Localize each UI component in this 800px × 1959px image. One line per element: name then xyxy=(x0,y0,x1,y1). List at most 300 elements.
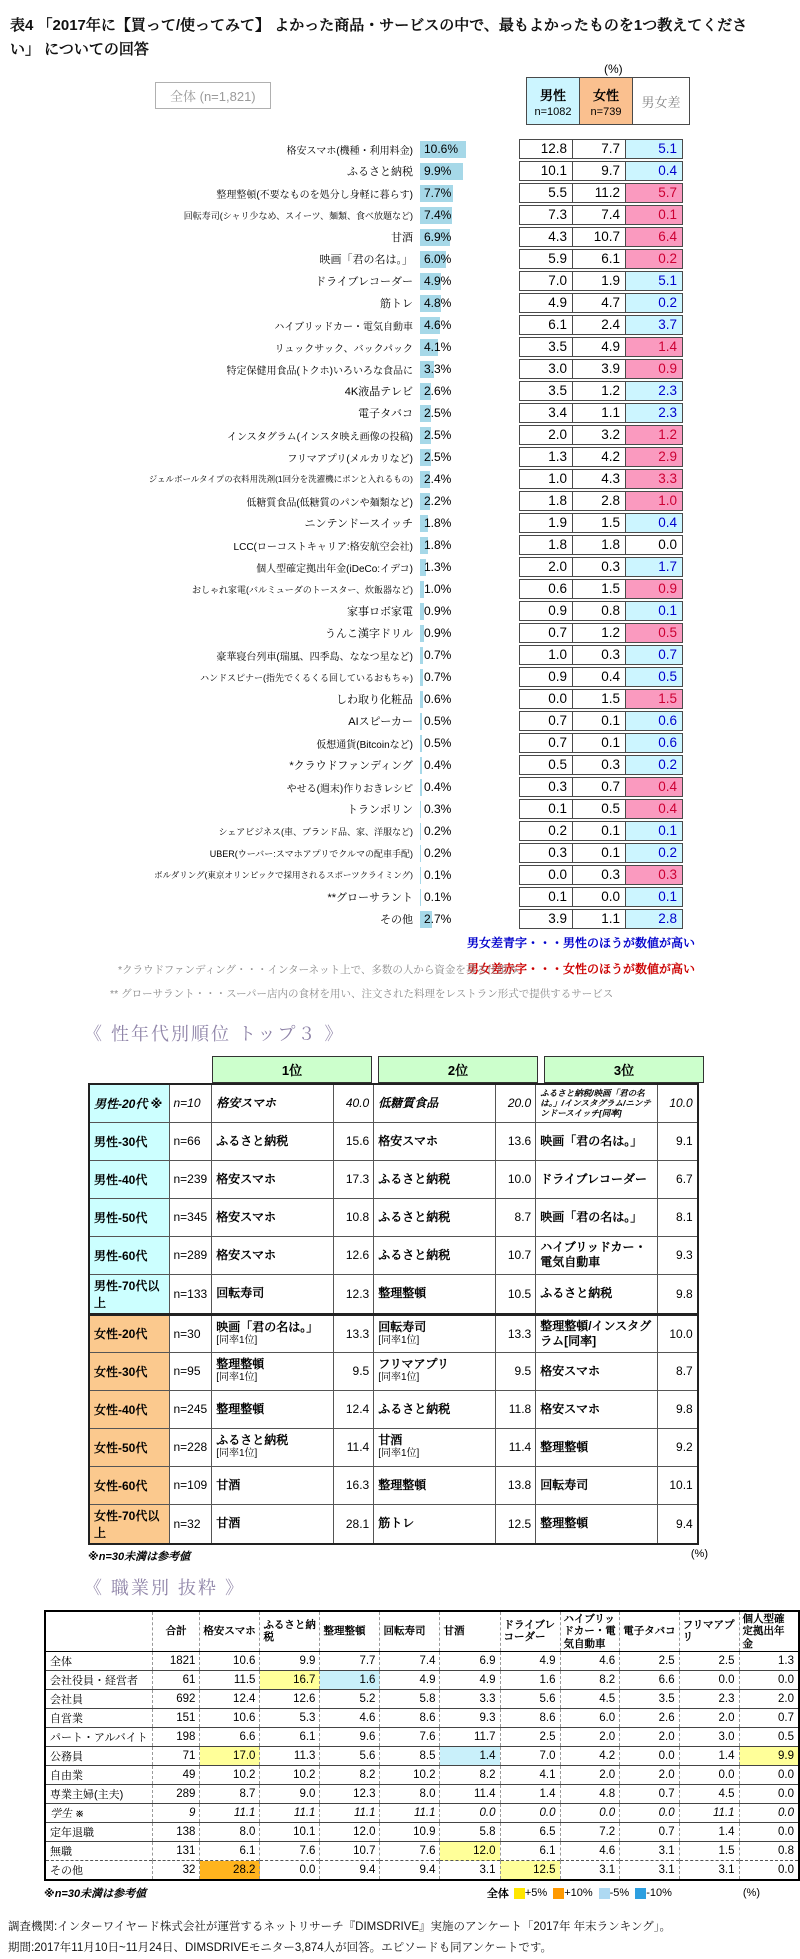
bar xyxy=(420,867,421,884)
male-value-cell: 1.0 xyxy=(519,645,573,665)
female-value-cell: 9.7 xyxy=(572,161,626,181)
occupation-row xyxy=(45,1709,799,1728)
ranking-row xyxy=(89,1160,698,1198)
bar-value: 0.4% xyxy=(424,757,452,772)
row-cells xyxy=(519,205,683,225)
bar-value: 0.3% xyxy=(424,801,452,816)
row-cells xyxy=(519,579,683,599)
row-cells xyxy=(519,447,683,467)
rank-item-name: ドライブレコーダー xyxy=(540,1171,648,1186)
male-value-cell: 12.8 xyxy=(519,139,573,159)
age-group-cell: 女性-30代 xyxy=(89,1352,169,1390)
occupation-value-cell: 7.0 xyxy=(500,1747,560,1766)
bar-track xyxy=(420,295,519,312)
male-value-cell: 1.8 xyxy=(519,535,573,555)
bar-track xyxy=(420,669,519,686)
occupation-row xyxy=(45,1652,799,1671)
diff-value-cell: 1.0 xyxy=(625,491,683,511)
occupation-value-cell: 3.0 xyxy=(679,1728,739,1747)
occupation-value-cell: 5.2 xyxy=(320,1690,380,1709)
diff-value-cell: 5.1 xyxy=(625,139,683,159)
occupation-column-header: ふるさと納税 xyxy=(260,1611,320,1652)
occupation-value-cell: 0.0 xyxy=(739,1785,799,1804)
chart-row xyxy=(0,424,800,446)
rank1-header: 1位 xyxy=(212,1056,372,1083)
occupation-value-cell: 4.9 xyxy=(440,1671,500,1690)
rank-item-name: 回転寿司 xyxy=(378,1319,427,1334)
occupation-row xyxy=(45,1747,799,1766)
rank-item-name: 映画「君の名は。」 xyxy=(216,1319,319,1334)
occupation-value-cell: 8.6 xyxy=(500,1709,560,1728)
occupation-value-cell: 10.7 xyxy=(320,1842,380,1861)
item-label: AIスピーカー xyxy=(348,716,413,728)
row-cells xyxy=(519,381,683,401)
diff-value-cell: 0.5 xyxy=(625,623,683,643)
male-value-cell: 0.3 xyxy=(519,843,573,863)
ranking-row xyxy=(89,1236,698,1274)
diff-value-cell: 5.1 xyxy=(625,271,683,291)
chart-row xyxy=(0,204,800,226)
male-value-cell: 0.6 xyxy=(519,579,573,599)
occupation-value-cell: 6.5 xyxy=(500,1823,560,1842)
occupation-value-cell: 6.1 xyxy=(200,1842,260,1861)
rank1-value-cell: 40.0 xyxy=(334,1084,374,1122)
item-label: ハイブリッドカー・電気自動車 xyxy=(274,321,413,333)
bar-value: 1.3% xyxy=(424,559,452,574)
occupation-value-cell: 3.1 xyxy=(679,1861,739,1881)
footnote-grocerant: ** グローサラント・・・スーパー店内の食材を用い、注文された料理をレストラン形式で提供するサービス xyxy=(110,988,614,1000)
bar-value: 2.4% xyxy=(424,471,452,486)
item-label: その他 xyxy=(380,914,413,926)
age-group-cell: 男性-20代 ※ xyxy=(89,1084,169,1122)
ranking-section-title: 《 性年代別順位 トップ３ 》 xyxy=(84,1024,345,1044)
rank3-name-cell xyxy=(536,1160,658,1198)
rank-header-spacer xyxy=(88,1056,212,1083)
rank2-name-cell xyxy=(374,1390,496,1428)
occupation-value-cell: 2.6 xyxy=(620,1709,679,1728)
bar-track xyxy=(420,559,519,576)
occupation-value-cell: 8.2 xyxy=(440,1766,500,1785)
sample-size-cell: n=245 xyxy=(169,1390,212,1428)
occupation-row xyxy=(45,1804,799,1823)
diff-value-cell: 0.2 xyxy=(625,755,683,775)
bar-track xyxy=(420,163,519,180)
rank3-name-cell xyxy=(536,1504,658,1544)
chart-row xyxy=(0,886,800,908)
gender-columns-header xyxy=(526,77,690,125)
occupation-value-cell: 3.1 xyxy=(620,1861,679,1881)
rank-item-name: 整理整頓 xyxy=(378,1477,427,1492)
chart-row xyxy=(0,578,800,600)
chart-row xyxy=(0,666,800,688)
occupation-value-cell: 0.0 xyxy=(739,1671,799,1690)
rank3-value-cell: 10.0 xyxy=(658,1314,698,1352)
row-cells xyxy=(519,513,683,533)
sample-size-cell: n=133 xyxy=(169,1274,212,1314)
male-value-cell: 0.1 xyxy=(519,799,573,819)
diff-value-cell: 0.4 xyxy=(625,799,683,819)
diff-value-cell: 2.3 xyxy=(625,381,683,401)
item-label: 特定保健用食品(トクホ)いろいろな食品に xyxy=(226,365,413,377)
occupation-value-cell: 12.6 xyxy=(260,1690,320,1709)
ranking-row xyxy=(89,1198,698,1236)
rank-item-name: フリマアプリ xyxy=(378,1357,450,1372)
rank2-value-cell: 10.0 xyxy=(496,1160,536,1198)
rank2-value-cell: 11.4 xyxy=(496,1428,536,1466)
occupation-value-cell: 10.2 xyxy=(380,1766,440,1785)
chart-row xyxy=(0,402,800,424)
bar-value: 0.7% xyxy=(424,647,452,662)
occupation-value-cell: 3.5 xyxy=(620,1690,679,1709)
bar-value: 7.7% xyxy=(424,185,452,200)
tie-note: [同率1位] xyxy=(378,1448,420,1460)
occupation-label-cell: パート・アルバイト xyxy=(45,1728,152,1747)
rank3-name-cell xyxy=(536,1274,658,1314)
occupation-row xyxy=(45,1766,799,1785)
rank2-value-cell: 9.5 xyxy=(496,1352,536,1390)
occupation-value-cell: 1.4 xyxy=(440,1747,500,1766)
rank1-value-cell: 9.5 xyxy=(334,1352,374,1390)
ranking-row xyxy=(89,1352,698,1390)
female-value-cell: 0.0 xyxy=(572,887,626,907)
occupation-corner-cell xyxy=(45,1611,152,1652)
occupation-value-cell: 8.6 xyxy=(380,1709,440,1728)
rank1-value-cell: 12.3 xyxy=(334,1274,374,1314)
rank1-value-cell: 28.1 xyxy=(334,1504,374,1544)
bar-track xyxy=(420,625,519,642)
occupation-value-cell: 1.6 xyxy=(500,1671,560,1690)
rank2-value-cell: 13.3 xyxy=(496,1314,536,1352)
male-value-cell: 0.1 xyxy=(519,887,573,907)
occupation-value-cell: 7.2 xyxy=(560,1823,620,1842)
bar-value: 7.4% xyxy=(424,207,452,222)
male-value-cell: 7.0 xyxy=(519,271,573,291)
chart-row xyxy=(0,798,800,820)
female-value-cell: 2.4 xyxy=(572,315,626,335)
chart-row xyxy=(0,336,800,358)
bar-track xyxy=(420,845,519,862)
female-value-cell: 1.5 xyxy=(572,689,626,709)
occupation-value-cell: 6.9 xyxy=(440,1652,500,1671)
occupation-value-cell: 4.6 xyxy=(560,1842,620,1861)
male-value-cell: 1.3 xyxy=(519,447,573,467)
occupation-value-cell: 5.3 xyxy=(260,1709,320,1728)
diff-note-red: 男女差赤字・・・女性のほうが数値が高い xyxy=(466,962,695,976)
row-cells xyxy=(519,293,683,313)
diff-value-cell: 0.3 xyxy=(625,865,683,885)
occupation-value-cell: 0.0 xyxy=(739,1823,799,1842)
female-value-cell: 3.2 xyxy=(572,425,626,445)
diff-value-cell: 2.3 xyxy=(625,403,683,423)
bar-value: 0.5% xyxy=(424,735,452,750)
occupation-value-cell: 7.6 xyxy=(380,1728,440,1747)
diff-value-cell: 0.2 xyxy=(625,249,683,269)
occupation-value-cell: 7.6 xyxy=(380,1842,440,1861)
bar-track xyxy=(420,361,519,378)
row-cells xyxy=(519,535,683,555)
female-value-cell: 4.3 xyxy=(572,469,626,489)
item-label: うんこ漢字ドリル xyxy=(325,628,413,640)
bar-track xyxy=(420,185,519,202)
occupation-value-cell: 2.0 xyxy=(560,1728,620,1747)
bar-track xyxy=(420,867,519,884)
chart-row xyxy=(0,446,800,468)
occupation-value-cell: 0.0 xyxy=(440,1804,500,1823)
occupation-value-cell: 11.3 xyxy=(260,1747,320,1766)
row-cells xyxy=(519,469,683,489)
rank1-name-cell xyxy=(212,1504,334,1544)
occupation-column-header: 合計 xyxy=(152,1611,200,1652)
occupation-tbody xyxy=(45,1652,799,1881)
rank2-value-cell: 13.6 xyxy=(496,1122,536,1160)
female-header-n: n=739 xyxy=(590,105,622,118)
female-value-cell: 0.3 xyxy=(572,865,626,885)
rank2-name-cell xyxy=(374,1160,496,1198)
total-n-cell: 289 xyxy=(152,1785,200,1804)
occupation-value-cell: 9.9 xyxy=(260,1652,320,1671)
rank3-name-cell xyxy=(536,1084,658,1122)
rank2-value-cell: 20.0 xyxy=(496,1084,536,1122)
sample-size-cell: n=30 xyxy=(169,1314,212,1352)
row-cells xyxy=(519,601,683,621)
occupation-value-cell: 2.5 xyxy=(620,1652,679,1671)
rank-item-name: 整理整頓 xyxy=(378,1286,427,1300)
occupation-value-cell: 2.0 xyxy=(679,1709,739,1728)
ranking-row xyxy=(89,1390,698,1428)
legend-swatch xyxy=(635,1888,646,1899)
bar-value: 2.6% xyxy=(424,383,452,398)
male-value-cell: 3.9 xyxy=(519,909,573,929)
occupation-header-row xyxy=(45,1611,799,1652)
ranking-row xyxy=(89,1466,698,1504)
occupation-label-cell: 無職 xyxy=(45,1842,152,1861)
chart-row xyxy=(0,248,800,270)
diff-value-cell: 5.7 xyxy=(625,183,683,203)
occupation-label-cell: 自営業 xyxy=(45,1709,152,1728)
diff-value-cell: 2.9 xyxy=(625,447,683,467)
diff-value-cell: 0.7 xyxy=(625,645,683,665)
rank-item-name: 格安スマホ xyxy=(540,1401,600,1416)
rank-item-name: ふるさと納税 xyxy=(378,1401,451,1416)
occupation-label-cell: 定年退職 xyxy=(45,1823,152,1842)
occupation-value-cell: 5.8 xyxy=(440,1823,500,1842)
rank2-name-cell xyxy=(374,1314,496,1352)
footer-line-2: 期間:2017年11月10日~11月24日、DIMSDRIVEモニター3,874人が回答。エピソードも同アンケートです。 xyxy=(8,1941,553,1954)
rank1-name-cell xyxy=(212,1428,334,1466)
rank2-name-cell xyxy=(374,1084,496,1122)
rank1-value-cell: 13.3 xyxy=(334,1314,374,1352)
row-cells xyxy=(519,161,683,181)
row-cells xyxy=(519,755,683,775)
rank3-name-cell xyxy=(536,1122,658,1160)
bar xyxy=(420,757,422,774)
bar-track xyxy=(420,713,519,730)
rank-item-name: ふるさと納税 xyxy=(216,1433,289,1448)
bar-value: 0.1% xyxy=(424,867,452,882)
legend-label: -10% xyxy=(646,1887,672,1900)
rank-item-name: ふるさと納税 xyxy=(216,1133,289,1148)
ranking-table xyxy=(88,1083,699,1545)
chart-rows xyxy=(0,138,800,930)
diff-column-header: 男女差 xyxy=(632,77,690,125)
bar-track xyxy=(420,141,519,158)
male-value-cell: 3.4 xyxy=(519,403,573,423)
rank2-value-cell: 13.8 xyxy=(496,1466,536,1504)
age-group-cell: 女性-60代 xyxy=(89,1466,169,1504)
female-value-cell: 1.1 xyxy=(572,403,626,423)
sample-size-cell: n=95 xyxy=(169,1352,212,1390)
occupation-value-cell: 0.0 xyxy=(620,1804,679,1823)
bar-value: 0.6% xyxy=(424,691,452,706)
item-label: シェアビジネス(車、ブランド品、家、洋服など) xyxy=(218,826,413,837)
male-column-header xyxy=(526,77,580,125)
occupation-column-header: 整理整頓 xyxy=(320,1611,380,1652)
occupation-row xyxy=(45,1823,799,1842)
occupation-column-header: フリマアプリ xyxy=(679,1611,739,1652)
occupation-value-cell: 6.6 xyxy=(620,1671,679,1690)
occupation-value-cell: 6.1 xyxy=(500,1842,560,1861)
occupation-value-cell: 7.6 xyxy=(260,1842,320,1861)
occupation-value-cell: 0.0 xyxy=(739,1766,799,1785)
occupation-label-cell: 公務員 xyxy=(45,1747,152,1766)
male-value-cell: 4.3 xyxy=(519,227,573,247)
bar xyxy=(420,779,422,796)
occupation-value-cell: 2.0 xyxy=(560,1766,620,1785)
row-cells xyxy=(519,183,683,203)
sample-size-cell: n=289 xyxy=(169,1236,212,1274)
male-header-n: n=1082 xyxy=(534,105,572,118)
rank1-name-cell xyxy=(212,1390,334,1428)
rank3-value-cell: 10.0 xyxy=(658,1084,698,1122)
total-n-cell: 32 xyxy=(152,1861,200,1881)
occupation-value-cell: 11.1 xyxy=(320,1804,380,1823)
overall-n-box: 全体 (n=1,821) xyxy=(155,82,271,109)
bar xyxy=(420,691,423,708)
bar-value: 6.0% xyxy=(424,251,452,266)
rank-item-name: 整理整頓 xyxy=(216,1357,265,1372)
occupation-value-cell: 4.6 xyxy=(560,1652,620,1671)
diff-value-cell: 1.2 xyxy=(625,425,683,445)
sample-size-cell: n=109 xyxy=(169,1466,212,1504)
occupation-value-cell: 0.8 xyxy=(739,1842,799,1861)
bar-track xyxy=(420,449,519,466)
rank3-name-cell xyxy=(536,1236,658,1274)
item-label: 個人型確定拠出年金(iDeCo:イデコ) xyxy=(256,563,413,575)
occupation-value-cell: 10.6 xyxy=(200,1709,260,1728)
legend-overall-label: 全体 xyxy=(486,1888,509,1901)
occupation-label-cell: その他 xyxy=(45,1861,152,1881)
rank2-name-cell xyxy=(374,1198,496,1236)
rank3-value-cell: 9.8 xyxy=(658,1274,698,1314)
row-cells xyxy=(519,689,683,709)
rank-item-name: 格安スマホ xyxy=(540,1363,600,1378)
chart-notes xyxy=(0,930,800,1010)
occupation-value-cell: 1.4 xyxy=(679,1747,739,1766)
item-label: おしゃれ家電(バルミューダのトースター、炊飯器など) xyxy=(191,584,413,595)
occupation-value-cell: 9.0 xyxy=(260,1785,320,1804)
rank3-value-cell: 9.3 xyxy=(658,1236,698,1274)
diff-value-cell: 3.3 xyxy=(625,469,683,489)
rank-item-name: 格安スマホ xyxy=(378,1133,438,1148)
male-value-cell: 3.5 xyxy=(519,337,573,357)
occupation-value-cell: 17.0 xyxy=(200,1747,260,1766)
ranking-footnote: ※n=30未満は参考値 xyxy=(88,1550,191,1563)
legend-swatches xyxy=(514,1887,678,1899)
occupation-value-cell: 0.0 xyxy=(560,1804,620,1823)
bar-value: 4.1% xyxy=(424,339,452,354)
rank3-value-cell: 8.7 xyxy=(658,1352,698,1390)
chart-row xyxy=(0,270,800,292)
total-n-cell: 151 xyxy=(152,1709,200,1728)
occupation-value-cell: 6.0 xyxy=(560,1709,620,1728)
footer-line-1: 調査機関:インターワイヤード株式会社が運営するネットリサーチ『DIMSDRIVE』実施のアンケート「2017年 年末ランキング」。 xyxy=(8,1921,672,1934)
diff-value-cell: 3.7 xyxy=(625,315,683,335)
bar-track xyxy=(420,427,519,444)
male-value-cell: 0.9 xyxy=(519,601,573,621)
chart-row xyxy=(0,358,800,380)
total-n-cell: 131 xyxy=(152,1842,200,1861)
rank3-name-cell xyxy=(536,1466,658,1504)
item-label: *クラウドファンディング xyxy=(289,760,413,772)
female-value-cell: 6.1 xyxy=(572,249,626,269)
occupation-value-cell: 4.6 xyxy=(320,1709,380,1728)
bar-track xyxy=(420,537,519,554)
rank-item-name: 映画「君の名は。」 xyxy=(540,1209,643,1224)
occupation-value-cell: 8.0 xyxy=(380,1785,440,1804)
rank1-name-cell xyxy=(212,1314,334,1352)
bar-track xyxy=(420,691,519,708)
occupation-value-cell: 8.0 xyxy=(200,1823,260,1842)
rank1-name-cell xyxy=(212,1274,334,1314)
item-label: ふるさと納税 xyxy=(347,166,413,178)
chart-row xyxy=(0,776,800,798)
occupation-column-header: 格安スマホ xyxy=(200,1611,260,1652)
female-column-header xyxy=(579,77,633,125)
occupation-value-cell: 10.6 xyxy=(200,1652,260,1671)
item-label: 回転寿司(シャリ少なめ、スイーツ、麺類、食べ放題など) xyxy=(183,210,413,221)
male-value-cell: 6.1 xyxy=(519,315,573,335)
male-value-cell: 0.7 xyxy=(519,711,573,731)
female-value-cell: 1.2 xyxy=(572,623,626,643)
ranking-row xyxy=(89,1084,698,1122)
occupation-value-cell: 2.0 xyxy=(620,1766,679,1785)
bar-value: 0.2% xyxy=(424,823,452,838)
row-cells xyxy=(519,821,683,841)
chart-row xyxy=(0,512,800,534)
footnote-crowdfunding: *クラウドファンディング・・・インターネット上で、多数の人から資金を募る仕組み xyxy=(118,964,519,976)
rank1-value-cell: 11.4 xyxy=(334,1428,374,1466)
total-n-cell: 198 xyxy=(152,1728,200,1747)
item-label: ドライブレコーダー xyxy=(315,276,413,288)
diff-value-cell: 0.1 xyxy=(625,821,683,841)
rank-item-name: 甘酒 xyxy=(216,1516,241,1530)
occupation-value-cell: 12.0 xyxy=(440,1842,500,1861)
chart-row xyxy=(0,710,800,732)
bar-track xyxy=(420,229,519,246)
rank2-value-cell: 10.7 xyxy=(496,1236,536,1274)
tie-note: [同率1位] xyxy=(216,1372,258,1384)
item-label: しわ取り化粧品 xyxy=(336,694,413,706)
bar-value: 1.8% xyxy=(424,537,452,552)
row-cells xyxy=(519,359,683,379)
bar-value: 4.8% xyxy=(424,295,452,310)
diff-value-cell: 0.2 xyxy=(625,843,683,863)
occupation-value-cell: 2.0 xyxy=(739,1690,799,1709)
tie-note: [同率1位] xyxy=(378,1372,420,1384)
male-value-cell: 0.0 xyxy=(519,865,573,885)
occupation-table xyxy=(44,1610,800,1882)
diff-value-cell: 0.6 xyxy=(625,733,683,753)
